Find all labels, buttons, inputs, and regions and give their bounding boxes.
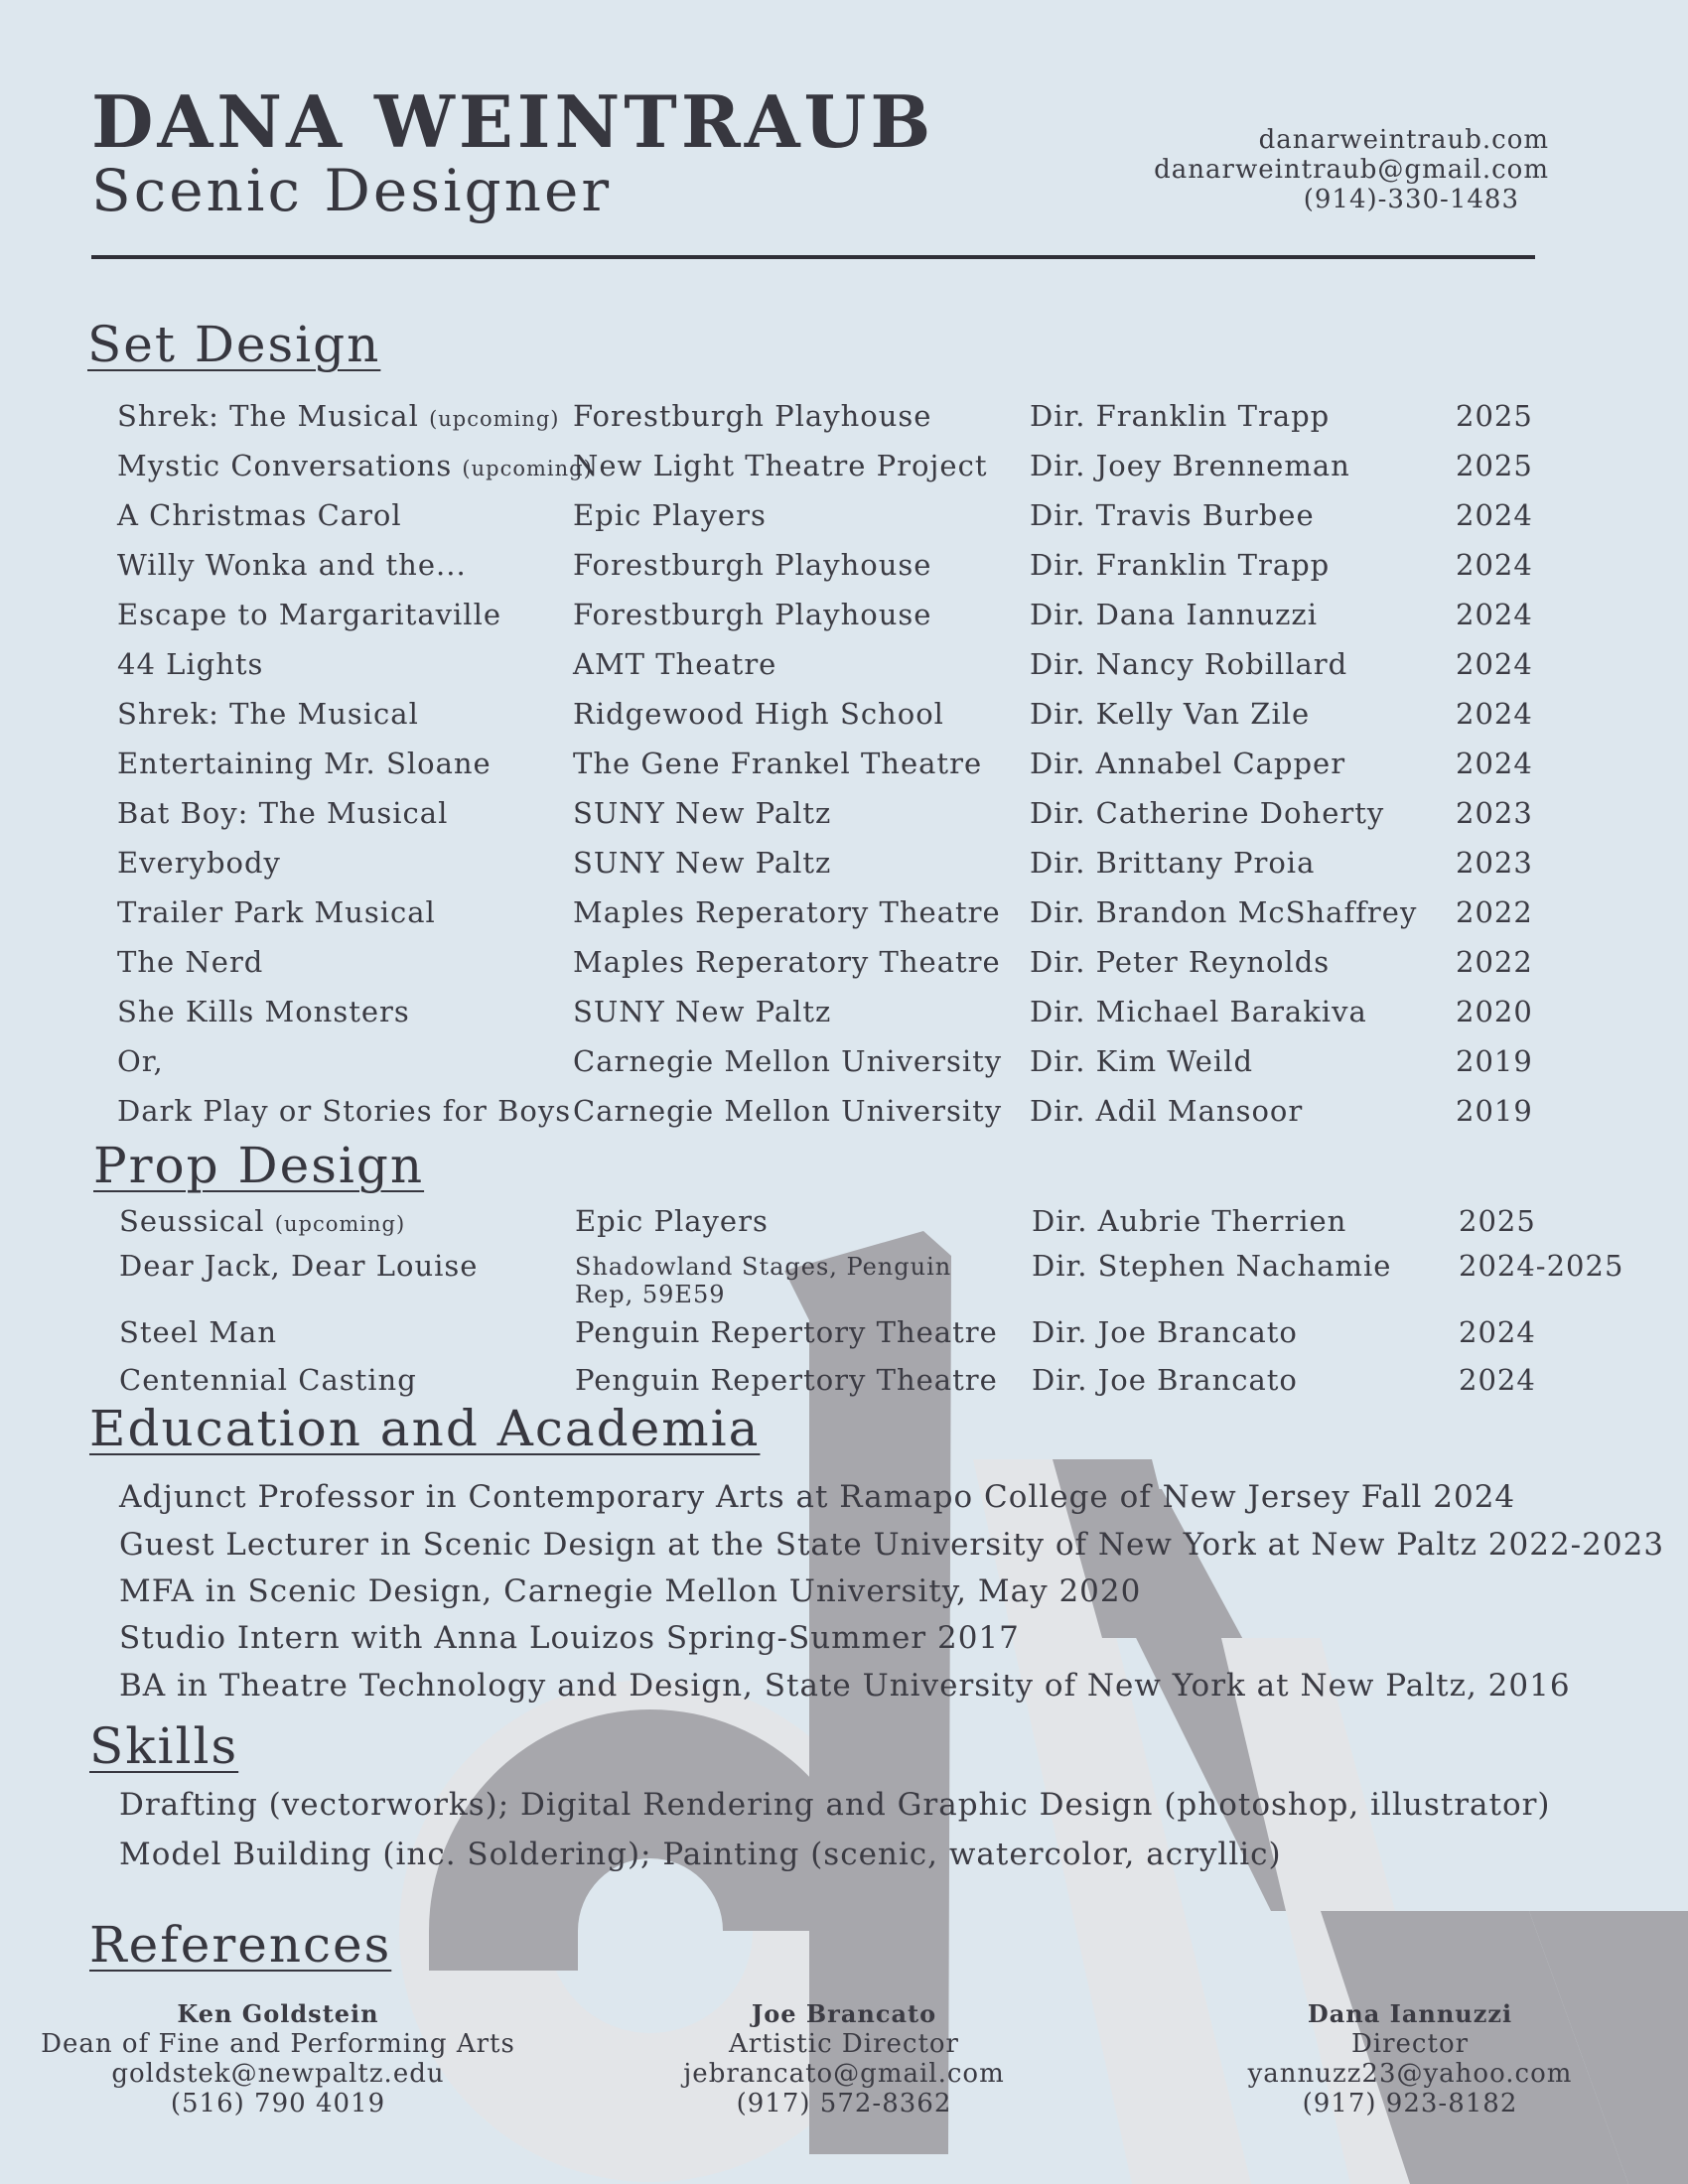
venue: Maples Reperatory Theatre xyxy=(573,895,1001,929)
email-link[interactable]: danarweintraub@gmail.com xyxy=(1154,155,1549,185)
reference-email[interactable]: goldstek@newpaltz.edu xyxy=(111,2059,445,2089)
year: 2024 xyxy=(1456,598,1533,631)
reference-name: Dana Iannuzzi xyxy=(1307,1999,1513,2028)
venue: New Light Theatre Project xyxy=(573,449,988,482)
show-title: Escape to Margaritaville xyxy=(117,598,502,631)
reference-email[interactable]: yannuzz23@yahoo.com xyxy=(1247,2059,1573,2089)
venue: Forestburgh Playhouse xyxy=(573,399,932,433)
year: 2024 xyxy=(1459,1315,1536,1349)
reference-card xyxy=(40,1999,516,2118)
year: 2024-2025 xyxy=(1459,1249,1624,1283)
education-heading: Education and Academia xyxy=(89,1400,761,1457)
director: Dir. Joe Brancato xyxy=(1032,1363,1298,1397)
director: Dir. Kelly Van Zile xyxy=(1030,697,1311,731)
venue: SUNY New Paltz xyxy=(573,995,832,1028)
year: 2022 xyxy=(1456,945,1533,979)
show-title: A Christmas Carol xyxy=(117,498,402,532)
show-title: Mystic Conversations xyxy=(117,449,453,482)
skill-item: Model Building (inc. Soldering); Painting (scenic, watercolor, acryllic) xyxy=(119,1837,1282,1872)
director: Dir. Michael Barakiva xyxy=(1030,995,1367,1028)
show-title: Dear Jack, Dear Louise xyxy=(119,1249,479,1283)
prop-design-heading: Prop Design xyxy=(93,1137,425,1194)
director: Dir. Nancy Robillard xyxy=(1030,647,1348,681)
education-item: MFA in Scenic Design, Carnegie Mellon University, May 2020 xyxy=(119,1573,1142,1609)
show-title: Shrek: The Musical xyxy=(117,399,419,433)
director: Dir. Adil Mansoor xyxy=(1030,1094,1304,1128)
show-title: Everybody xyxy=(117,846,281,880)
phone-number: (914)-330-1483 xyxy=(1303,185,1519,214)
year: 2024 xyxy=(1456,697,1533,731)
director: Dir. Brandon McShaffrey xyxy=(1030,895,1418,929)
venue: Ridgewood High School xyxy=(573,697,944,731)
year: 2019 xyxy=(1456,1094,1533,1128)
reference-name: Joe Brancato xyxy=(751,1999,937,2028)
director: Dir. Aubrie Therrien xyxy=(1032,1204,1347,1238)
director: Dir. Kim Weild xyxy=(1030,1044,1254,1078)
education-item: BA in Theatre Technology and Design, State University of New York at New Paltz, 2016 xyxy=(119,1668,1571,1704)
year: 2024 xyxy=(1456,548,1533,582)
contact-block xyxy=(1154,125,1549,214)
year: 2022 xyxy=(1456,895,1533,929)
show-title: The Nerd xyxy=(117,945,264,979)
director: Dir. Dana Iannuzzi xyxy=(1030,598,1318,631)
director: Dir. Joey Brenneman xyxy=(1030,449,1350,482)
show-title: Centennial Casting xyxy=(119,1363,417,1397)
venue: AMT Theatre xyxy=(573,647,777,681)
director: Dir. Annabel Capper xyxy=(1030,747,1346,780)
year: 2023 xyxy=(1456,846,1533,880)
venue: Carnegie Mellon University xyxy=(573,1044,1003,1078)
venue: Carnegie Mellon University xyxy=(573,1094,1003,1128)
year: 2024 xyxy=(1456,747,1533,780)
venue: Shadowland Stages, Penguin Rep, 59E59 xyxy=(575,1253,952,1308)
venue: Penguin Repertory Theatre xyxy=(575,1363,998,1397)
venue: The Gene Frankel Theatre xyxy=(573,747,983,780)
skills-heading: Skills xyxy=(89,1717,239,1775)
year: 2025 xyxy=(1459,1204,1536,1238)
show-title: Trailer Park Musical xyxy=(117,895,436,929)
year: 2024 xyxy=(1456,647,1533,681)
applicant-title: Scenic Designer xyxy=(91,157,613,224)
show-title: Shrek: The Musical xyxy=(117,697,419,731)
year: 2025 xyxy=(1456,399,1533,433)
show-title: Seussical xyxy=(119,1204,265,1238)
year: 2025 xyxy=(1456,449,1533,482)
year: 2023 xyxy=(1456,796,1533,830)
show-title: Entertaining Mr. Sloane xyxy=(117,747,492,780)
venue: Forestburgh Playhouse xyxy=(573,548,932,582)
reference-role: Director xyxy=(1350,2029,1470,2059)
references-heading: References xyxy=(89,1916,392,1974)
year: 2024 xyxy=(1459,1363,1536,1397)
director: Dir. Stephen Nachamie xyxy=(1032,1249,1392,1283)
show-title: Dark Play or Stories for Boys xyxy=(117,1094,572,1128)
year: 2019 xyxy=(1456,1044,1533,1078)
venue: SUNY New Paltz xyxy=(573,846,832,880)
skill-item: Drafting (vectorworks); Digital Rendering and Graphic Design (photoshop, illustrator) xyxy=(119,1787,1551,1823)
reference-phone: (917) 923-8182 xyxy=(1302,2089,1518,2118)
venue: SUNY New Paltz xyxy=(573,796,832,830)
venue: Penguin Repertory Theatre xyxy=(575,1315,998,1349)
website-link[interactable]: danarweintraub.com xyxy=(1258,125,1549,155)
reference-phone: (917) 572-8362 xyxy=(736,2089,952,2118)
reference-card xyxy=(1211,1999,1609,2118)
show-note: (upcoming) xyxy=(274,1212,406,1236)
show-title: She Kills Monsters xyxy=(117,995,410,1028)
venue: Epic Players xyxy=(575,1204,769,1238)
reference-email[interactable]: jebrancato@gmail.com xyxy=(683,2059,1005,2089)
education-item: Studio Intern with Anna Louizos Spring-Summer 2017 xyxy=(119,1620,1020,1656)
show-note: (upcoming) xyxy=(429,407,560,431)
venue: Epic Players xyxy=(573,498,767,532)
reference-phone: (516) 790 4019 xyxy=(170,2089,386,2118)
venue: Maples Reperatory Theatre xyxy=(573,945,1001,979)
show-title: Bat Boy: The Musical xyxy=(117,796,449,830)
director: Dir. Catherine Doherty xyxy=(1030,796,1385,830)
show-title: Willy Wonka and the... xyxy=(117,548,467,582)
show-note: (upcoming) xyxy=(462,457,593,480)
reference-role: Artistic Director xyxy=(729,2029,959,2059)
venue: Forestburgh Playhouse xyxy=(573,598,932,631)
director: Dir. Franklin Trapp xyxy=(1030,399,1331,433)
reference-name: Ken Goldstein xyxy=(177,1999,379,2028)
director: Dir. Franklin Trapp xyxy=(1030,548,1331,582)
year: 2024 xyxy=(1456,498,1533,532)
director: Dir. Travis Burbee xyxy=(1030,498,1315,532)
education-item: Adjunct Professor in Contemporary Arts at Ramapo College of New Jersey Fall 2024 xyxy=(119,1479,1516,1515)
reference-card xyxy=(645,1999,1043,2118)
director: Dir. Joe Brancato xyxy=(1032,1315,1298,1349)
show-title: 44 Lights xyxy=(117,647,264,681)
show-title: Steel Man xyxy=(119,1315,277,1349)
director: Dir. Peter Reynolds xyxy=(1030,945,1331,979)
director: Dir. Brittany Proia xyxy=(1030,846,1316,880)
set-design-heading: Set Design xyxy=(87,316,381,373)
applicant-name: DANA WEINTRAUB xyxy=(91,79,935,164)
year: 2020 xyxy=(1456,995,1533,1028)
header-divider xyxy=(91,255,1535,259)
reference-role: Dean of Fine and Performing Arts xyxy=(41,2029,515,2059)
education-item: Guest Lecturer in Scenic Design at the State University of New York at New Paltz 2022-2023 xyxy=(119,1527,1665,1563)
show-title: Or, xyxy=(117,1044,164,1078)
